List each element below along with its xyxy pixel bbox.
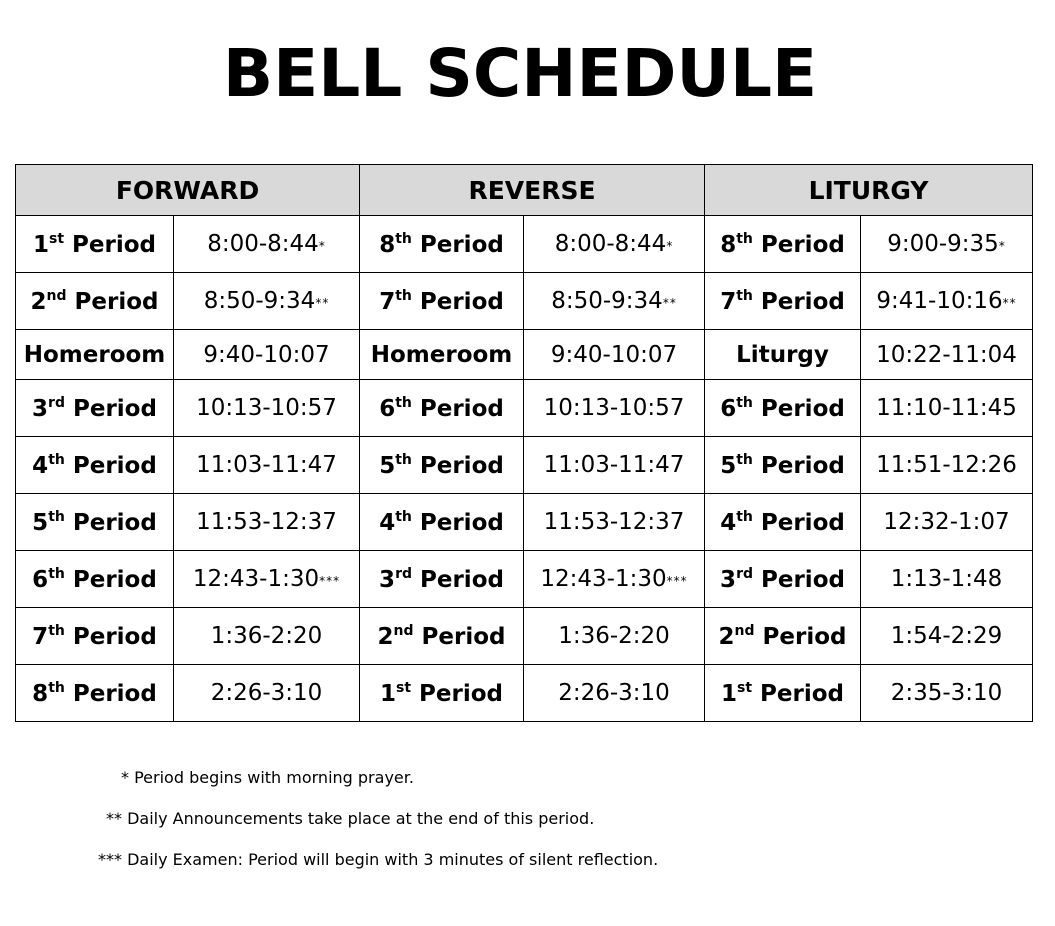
period-label: Homeroom bbox=[370, 342, 513, 368]
footnote-daily-examen: *** Daily Examen: Period will begin with 3 minutes of silent reflection. bbox=[98, 850, 659, 869]
forward-period-cell bbox=[16, 273, 174, 330]
period-label: Period bbox=[752, 452, 845, 479]
footnote-marker: * bbox=[998, 239, 1006, 253]
period-ordinal-suffix: nd bbox=[393, 622, 414, 639]
period-number: 2 bbox=[377, 623, 394, 650]
forward-time-cell bbox=[174, 273, 360, 330]
period-number: 7 bbox=[379, 288, 396, 315]
period-ordinal-suffix: th bbox=[395, 287, 412, 304]
time-range: 2:26-3:10 bbox=[558, 680, 670, 706]
time-range: 1:54-2:29 bbox=[890, 623, 1003, 649]
period-label: Period bbox=[411, 288, 504, 315]
table-row bbox=[16, 330, 1033, 380]
period-number: 1 bbox=[721, 680, 738, 707]
time-range: 2:35-3:10 bbox=[890, 680, 1003, 706]
forward-period-cell bbox=[16, 551, 174, 608]
time-range: 9:40-10:07 bbox=[550, 341, 678, 368]
period-number: 5 bbox=[32, 509, 49, 536]
period-label: Period bbox=[64, 680, 157, 707]
liturgy-period-cell bbox=[705, 216, 861, 273]
period-label: Period bbox=[64, 509, 157, 536]
reverse-time-cell bbox=[524, 437, 705, 494]
period-ordinal-suffix: th bbox=[395, 451, 412, 468]
reverse-period-cell bbox=[360, 608, 524, 665]
column-header-reverse: REVERSE bbox=[360, 165, 705, 216]
period-number: 4 bbox=[720, 509, 737, 536]
period-number: 7 bbox=[32, 623, 49, 650]
forward-period-cell bbox=[16, 330, 174, 380]
liturgy-period-cell bbox=[705, 551, 861, 608]
period-label: Period bbox=[752, 680, 845, 707]
period-number: 8 bbox=[379, 231, 396, 258]
time-range: 12:32-1:07 bbox=[883, 509, 1010, 535]
footnote-marker: *** bbox=[319, 574, 341, 588]
bell-schedule-table bbox=[15, 164, 1033, 722]
footnote-announcements: ** Daily Announcements take place at the end of this period. bbox=[106, 809, 595, 828]
period-label: Period bbox=[752, 288, 845, 315]
table-row bbox=[16, 551, 1033, 608]
period-label: Period bbox=[752, 509, 845, 536]
period-label: Period bbox=[411, 680, 504, 707]
period-label: Homeroom bbox=[23, 342, 166, 368]
time-range: 11:03-11:47 bbox=[543, 452, 685, 478]
period-label: Liturgy bbox=[736, 342, 829, 368]
reverse-time-cell bbox=[524, 330, 705, 380]
liturgy-time-cell bbox=[861, 608, 1033, 665]
period-number: 2 bbox=[30, 288, 47, 315]
period-label: Period bbox=[752, 231, 845, 258]
table-row bbox=[16, 273, 1033, 330]
liturgy-period-cell bbox=[705, 437, 861, 494]
period-number: 1 bbox=[32, 231, 49, 258]
forward-time-cell bbox=[174, 216, 360, 273]
period-label: Period bbox=[754, 623, 847, 650]
liturgy-period-cell bbox=[705, 380, 861, 437]
time-range: 10:13-10:57 bbox=[196, 395, 337, 421]
period-ordinal-suffix: st bbox=[396, 679, 412, 696]
period-number: 5 bbox=[720, 452, 737, 479]
reverse-time-cell bbox=[524, 551, 705, 608]
reverse-time-cell bbox=[524, 273, 705, 330]
liturgy-period-cell bbox=[705, 330, 861, 380]
period-number: 7 bbox=[720, 288, 737, 315]
forward-time-cell bbox=[174, 665, 360, 722]
period-label: Period bbox=[64, 452, 157, 479]
reverse-time-cell bbox=[524, 665, 705, 722]
period-ordinal-suffix: st bbox=[737, 679, 753, 696]
period-ordinal-suffix: th bbox=[736, 230, 753, 247]
reverse-period-cell bbox=[360, 330, 524, 380]
period-ordinal-suffix: th bbox=[48, 679, 65, 696]
period-number: 4 bbox=[32, 452, 49, 479]
liturgy-time-cell bbox=[861, 494, 1033, 551]
table-row bbox=[16, 665, 1033, 722]
forward-time-cell bbox=[174, 551, 360, 608]
period-label: Period bbox=[411, 395, 504, 422]
period-label: Period bbox=[64, 623, 157, 650]
forward-time-cell bbox=[174, 330, 360, 380]
liturgy-time-cell bbox=[861, 665, 1033, 722]
liturgy-time-cell bbox=[861, 216, 1033, 273]
period-number: 2 bbox=[718, 623, 735, 650]
footnote-marker: ** bbox=[315, 296, 330, 310]
period-label: Period bbox=[411, 509, 504, 536]
period-ordinal-suffix: th bbox=[395, 508, 412, 525]
time-range: 1:36-2:20 bbox=[210, 623, 323, 649]
liturgy-time-cell bbox=[861, 551, 1033, 608]
period-label: Period bbox=[64, 231, 156, 258]
forward-period-cell bbox=[16, 437, 174, 494]
forward-period-cell bbox=[16, 494, 174, 551]
period-ordinal-suffix: th bbox=[736, 451, 753, 468]
period-label: Period bbox=[411, 452, 504, 479]
reverse-period-cell bbox=[360, 273, 524, 330]
period-number: 1 bbox=[380, 680, 397, 707]
time-range: 8:00-8:44 bbox=[207, 231, 319, 257]
time-range: 8:00-8:44 bbox=[554, 231, 667, 257]
reverse-period-cell bbox=[360, 380, 524, 437]
period-label: Period bbox=[752, 395, 845, 422]
time-range: 8:50-9:34 bbox=[203, 288, 316, 314]
period-ordinal-suffix: th bbox=[48, 508, 65, 525]
period-ordinal-suffix: rd bbox=[736, 565, 753, 582]
schedule-body bbox=[16, 216, 1033, 722]
footnote-marker: * bbox=[666, 239, 674, 253]
reverse-period-cell bbox=[360, 665, 524, 722]
table-row bbox=[16, 380, 1033, 437]
liturgy-time-cell bbox=[861, 330, 1033, 380]
time-range: 11:53-12:37 bbox=[196, 509, 337, 535]
period-number: 6 bbox=[379, 395, 396, 422]
footnote-marker: * bbox=[318, 239, 326, 253]
period-ordinal-suffix: nd bbox=[46, 287, 67, 304]
time-range: 9:00-9:35 bbox=[887, 231, 999, 257]
period-label: Period bbox=[64, 566, 157, 593]
period-ordinal-suffix: th bbox=[48, 451, 65, 468]
footnote-marker: *** bbox=[666, 574, 688, 588]
time-range: 1:13-1:48 bbox=[890, 566, 1003, 592]
liturgy-time-cell bbox=[861, 437, 1033, 494]
reverse-time-cell bbox=[524, 380, 705, 437]
period-number: 6 bbox=[32, 566, 49, 593]
period-number: 8 bbox=[32, 680, 49, 707]
forward-period-cell bbox=[16, 216, 174, 273]
period-label: Period bbox=[64, 395, 157, 422]
liturgy-period-cell bbox=[705, 494, 861, 551]
time-range: 2:26-3:10 bbox=[210, 680, 323, 706]
footnote-marker: ** bbox=[1002, 296, 1017, 310]
period-label: Period bbox=[413, 623, 506, 650]
column-header-forward: FORWARD bbox=[16, 165, 360, 216]
period-number: 5 bbox=[379, 452, 396, 479]
time-range: 10:13-10:57 bbox=[543, 395, 685, 421]
forward-time-cell bbox=[174, 608, 360, 665]
time-range: 10:22-11:04 bbox=[876, 341, 1017, 368]
reverse-period-cell bbox=[360, 216, 524, 273]
time-range: 11:03-11:47 bbox=[196, 452, 337, 478]
liturgy-period-cell bbox=[705, 608, 861, 665]
reverse-period-cell bbox=[360, 494, 524, 551]
period-ordinal-suffix: th bbox=[395, 394, 412, 411]
reverse-time-cell bbox=[524, 608, 705, 665]
forward-period-cell bbox=[16, 380, 174, 437]
period-ordinal-suffix: th bbox=[395, 230, 412, 247]
liturgy-time-cell bbox=[861, 273, 1033, 330]
period-ordinal-suffix: th bbox=[48, 565, 65, 582]
forward-time-cell bbox=[174, 494, 360, 551]
table-row bbox=[16, 494, 1033, 551]
period-ordinal-suffix: th bbox=[736, 287, 753, 304]
column-header-liturgy: LITURGY bbox=[705, 165, 1033, 216]
period-number: 3 bbox=[720, 566, 737, 593]
time-range: 8:50-9:34 bbox=[551, 288, 663, 314]
forward-period-cell bbox=[16, 608, 174, 665]
period-ordinal-suffix: rd bbox=[395, 565, 412, 582]
period-ordinal-suffix: th bbox=[736, 394, 753, 411]
time-range: 12:43-1:30 bbox=[540, 566, 667, 592]
period-number: 3 bbox=[32, 395, 49, 422]
liturgy-period-cell bbox=[705, 665, 861, 722]
footnote-marker: ** bbox=[662, 296, 677, 310]
footnote-morning-prayer: * Period begins with morning prayer. bbox=[121, 768, 414, 787]
table-row bbox=[16, 608, 1033, 665]
period-ordinal-suffix: rd bbox=[48, 394, 65, 411]
time-range: 9:41-10:16 bbox=[876, 288, 1003, 314]
liturgy-time-cell bbox=[861, 380, 1033, 437]
time-range: 9:40-10:07 bbox=[203, 341, 330, 368]
period-number: 4 bbox=[379, 509, 396, 536]
table-row bbox=[16, 437, 1033, 494]
reverse-time-cell bbox=[524, 216, 705, 273]
reverse-time-cell bbox=[524, 494, 705, 551]
forward-period-cell bbox=[16, 665, 174, 722]
period-ordinal-suffix: st bbox=[49, 230, 65, 247]
page-title: BELL SCHEDULE bbox=[222, 35, 818, 112]
reverse-period-cell bbox=[360, 551, 524, 608]
time-range: 11:10-11:45 bbox=[876, 395, 1017, 421]
period-ordinal-suffix: th bbox=[736, 508, 753, 525]
time-range: 12:43-1:30 bbox=[192, 566, 320, 592]
time-range: 1:36-2:20 bbox=[558, 623, 670, 649]
liturgy-period-cell bbox=[705, 273, 861, 330]
time-range: 11:51-12:26 bbox=[876, 452, 1017, 478]
period-number: 8 bbox=[720, 231, 737, 258]
reverse-period-cell bbox=[360, 437, 524, 494]
period-label: Period bbox=[411, 231, 504, 258]
period-label: Period bbox=[412, 566, 504, 593]
period-number: 3 bbox=[379, 566, 396, 593]
period-label: Period bbox=[66, 288, 159, 315]
time-range: 11:53-12:37 bbox=[543, 509, 685, 535]
period-number: 6 bbox=[720, 395, 737, 422]
table-row bbox=[16, 216, 1033, 273]
forward-time-cell bbox=[174, 437, 360, 494]
period-ordinal-suffix: th bbox=[48, 622, 65, 639]
period-label: Period bbox=[753, 566, 845, 593]
period-ordinal-suffix: nd bbox=[734, 622, 755, 639]
forward-time-cell bbox=[174, 380, 360, 437]
